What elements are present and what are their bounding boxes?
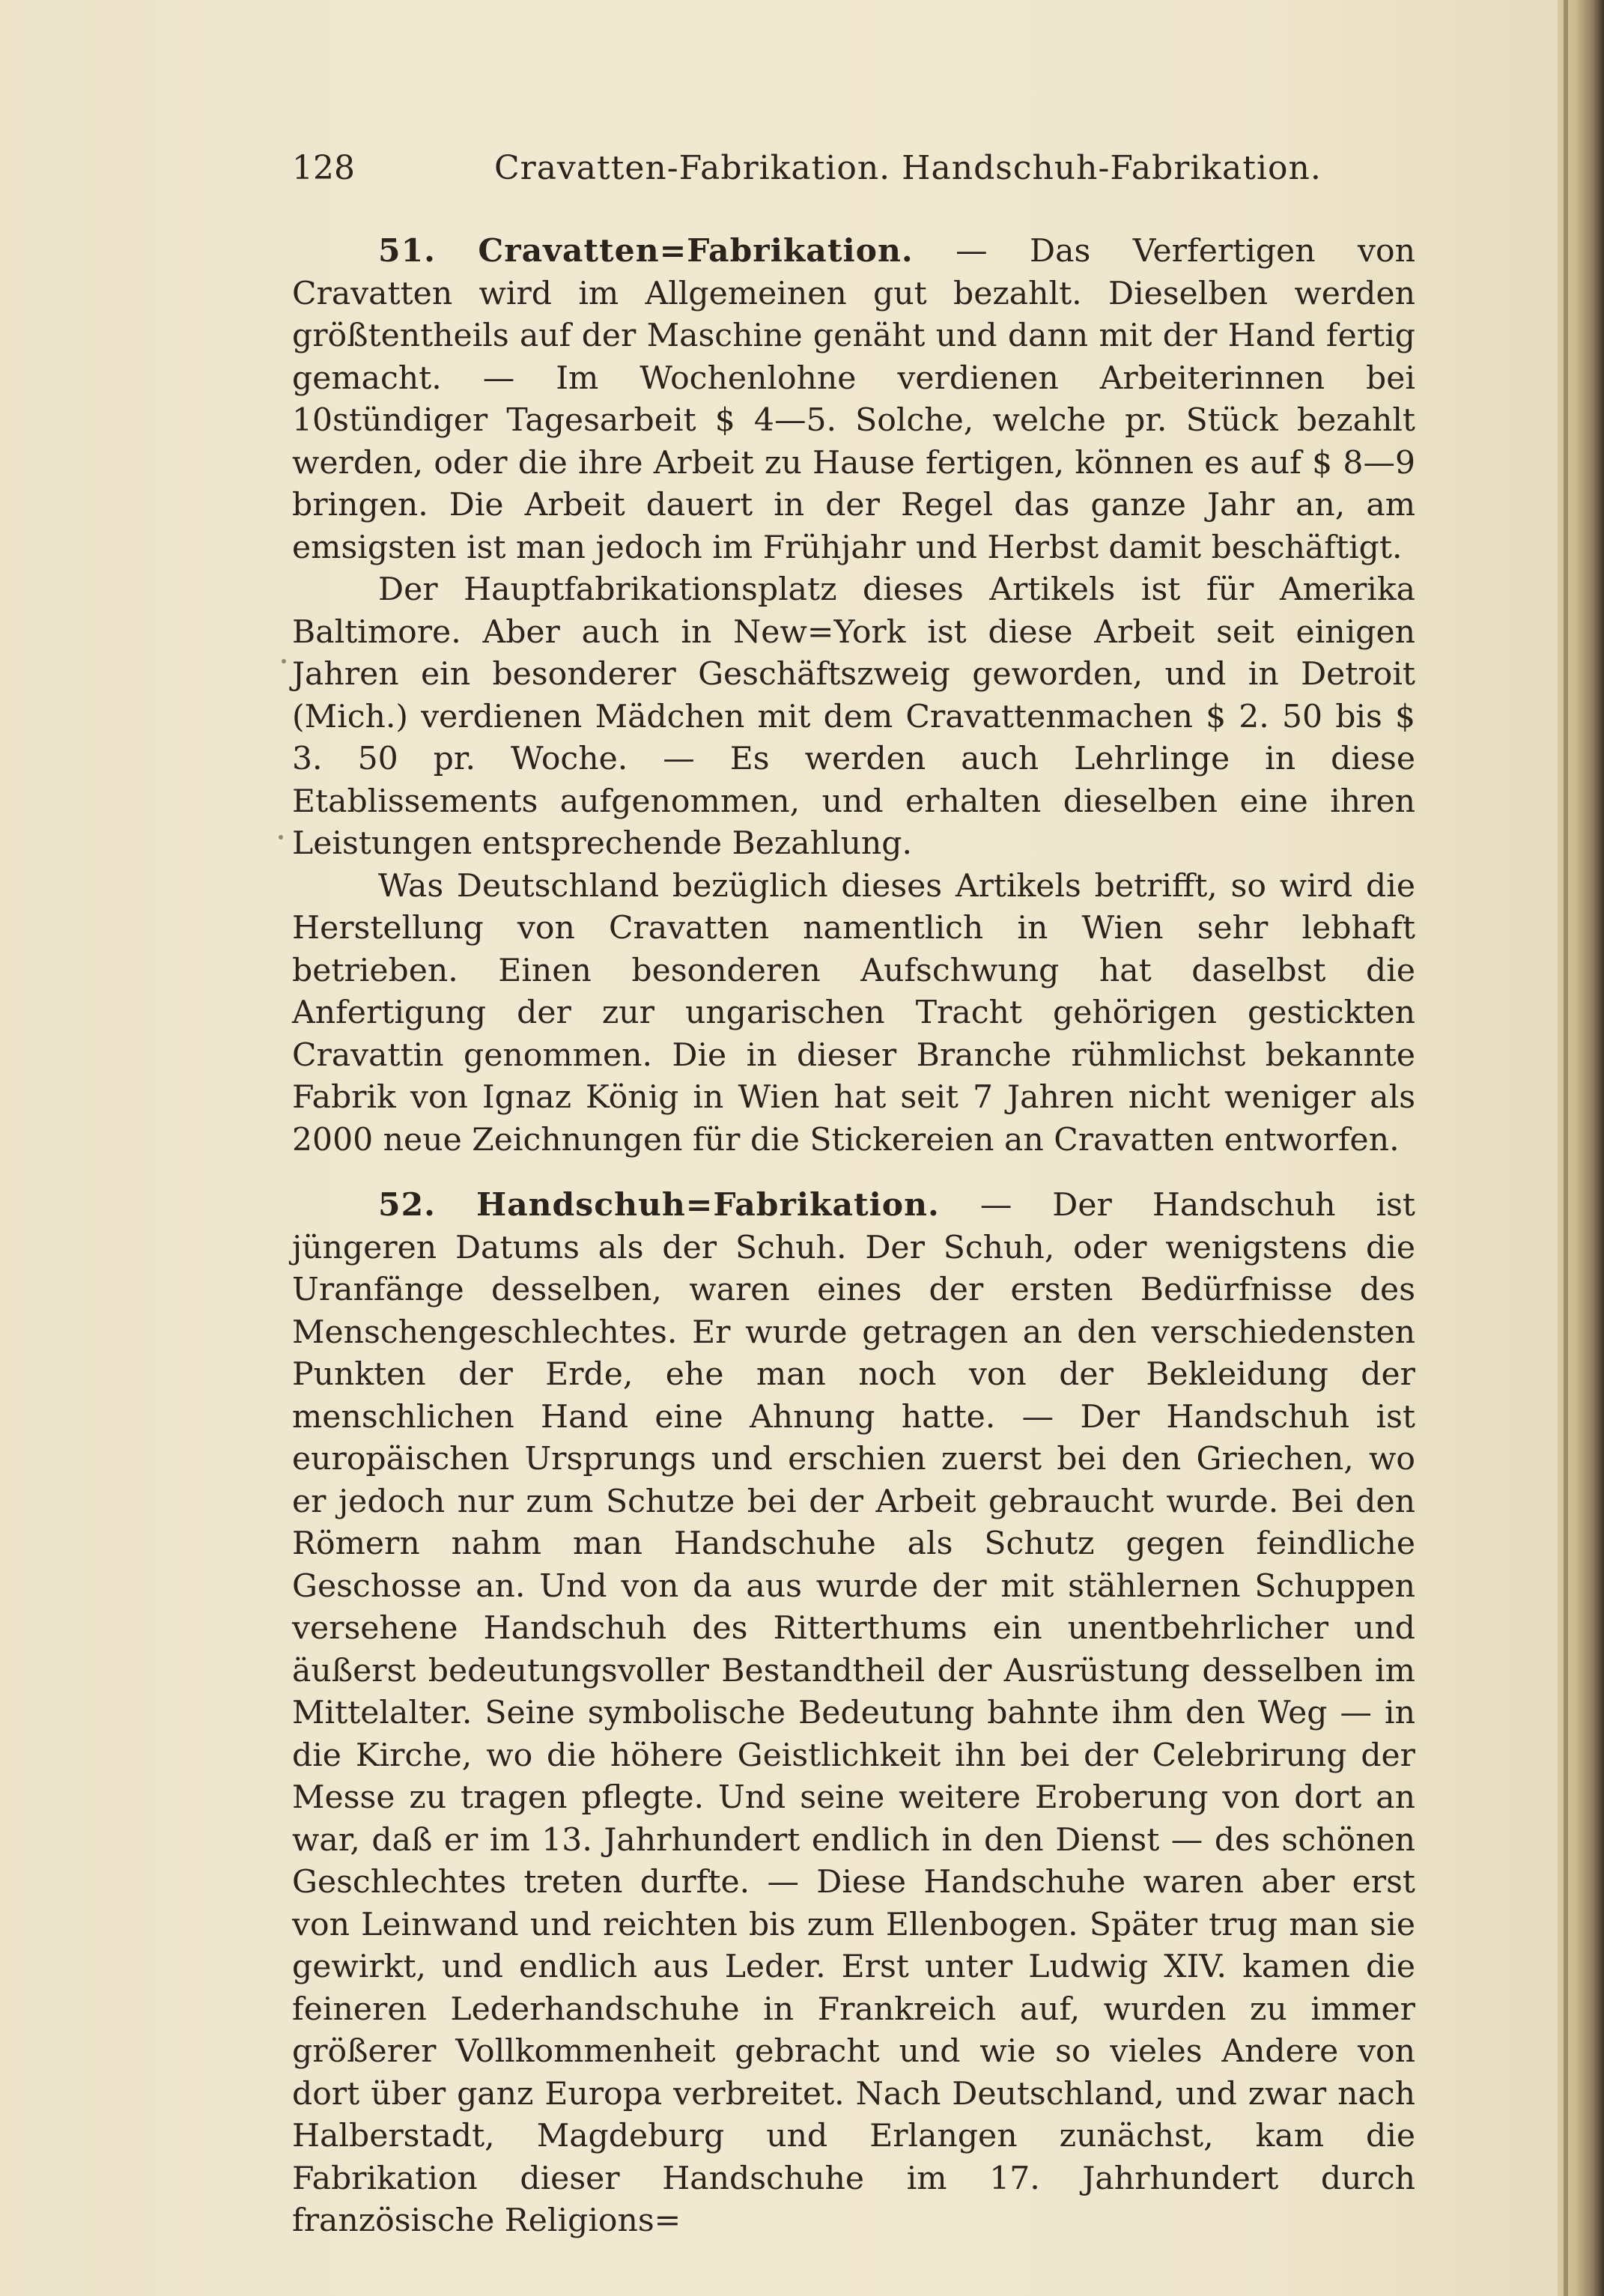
section-paragraph xyxy=(292,1184,1415,2243)
section-handschuh xyxy=(292,1184,1415,2243)
running-title: Cravatten-Fabrikation. Handschuh-Fabrikation. xyxy=(494,149,1322,187)
page-number: 128 xyxy=(292,149,355,187)
section-cravatten xyxy=(292,230,1415,1161)
page-edge xyxy=(1558,0,1604,2296)
section-paragraph xyxy=(292,230,1415,569)
section-paragraph: Was Deutschland bezüglich dieses Artikels betrifft, so wird die Herstellung von Cravatten namentlich in Wien sehr lebhaft betrieben. Einen besonderen Aufschwung hat daselbst die Anfertigung der zur ungarischen Tracht gehörigen gestickten Cravattin genommen. Die in dieser Branche rühmlichst bekannte Fabrik von Ignaz König in Wien hat seit 7 Jahren nicht weniger als 2000 neue Zeichnungen für die Stickereien an Cravatten entworfen. xyxy=(292,867,1415,1158)
binding-shadow xyxy=(1564,0,1568,2296)
section-title: Cravatten=Fabrikation. xyxy=(478,232,914,270)
paragraph-text: — Der Handschuh ist jüngeren Datums als der Schuh. Der Schuh, oder wenigstens die Uranfänge desselben, waren eines der ersten Bedürfnisse des Menschengeschlechtes. Er wurde getragen an den verschiedensten Punkten der Erde, ehe man noch von der Bekleidung der menschlichen Hand eine Ahnung hatte. — Der Handschuh ist europäischen Ursprungs und erschien zuerst bei den Griechen, wo er jedoch nur zum Schutze bei der Arbeit gebraucht wurde. Bei den Römern nahm man Handschuhe als Schutz gegen feindliche Geschosse an. Und von da aus wurde der mit stählernen Schuppen versehene Handschuh des Ritterthums ein unentbehrlicher und äußerst bedeutungsvoller Bestandtheil der Ausrüstung desselben im Mittelalter. Seine symbolische Bedeutung bahnte ihm den Weg — in die Kirche, wo die höhere Geistlichkeit ihn bei der Celebrirung der Messe zu tragen pflegte. Und seine weitere Eroberung von dort an war, daß er im 13. Jahrhundert endlich in den Dienst — des schönen Geschlechtes treten durfte. — Diese Handschuhe waren aber erst von Leinwand und reichten bis zum Ellenbogen. Später trug man sie gewirkt, und endlich aus Leder. Erst unter Ludwig XIV. kamen die feineren Lederhandschuhe in Frankreich auf, wurden zu immer größerer Vollkommenheit gebracht und wie so vieles Andere von dort über ganz Europa verbreitet. Nach Deutschland, und zwar nach Halberstadt, Magdeburg und Erlangen zunächst, kam die Fabrikation dieser Handschuhe im 17. Jahrhundert durch französische Religions= xyxy=(292,1187,1415,2239)
section-paragraph: Der Hauptfabrikationsplatz dieses Artikels ist für Amerika Baltimore. Aber auch in New=York ist diese Arbeit seit einigen Jahren ein besonderer Geschäftszweig geworden, und in Detroit (Mich.) verdienen Mädchen mit dem Cravattenmachen $ 2. 50 bis $ 3. 50 pr. Woche. — Es werden auch Lehrlinge in diese Etablissements aufgenommen, und erhalten dieselben eine ihren Leistungen entsprechende Bezahlung. xyxy=(292,571,1415,862)
section-title: Handschuh=Fabrikation. xyxy=(476,1186,940,1224)
page-header xyxy=(292,142,1415,195)
margin-mark xyxy=(279,835,283,839)
margin-mark xyxy=(282,659,286,663)
section-number: 51. xyxy=(378,232,436,270)
paragraph-text: — Das Verfertigen von Cravatten wird im Allgemeinen gut bezahlt. Dieselben werden größtentheils auf der Maschine genäht und dann mit der Hand fertig gemacht. — Im Wochenlohne verdienen Arbeiterinnen bei 10stündiger Tagesarbeit $ 4—5. Solche, welche pr. Stück bezahlt werden, oder die ihre Arbeit zu Hause fertigen, können es auf $ 8—9 bringen. Die Arbeit dauert in der Regel das ganze Jahr an, am emsigsten ist man jedoch im Frühjahr und Herbst damit beschäftigt. xyxy=(292,233,1415,566)
section-number: 52. xyxy=(378,1186,436,1224)
